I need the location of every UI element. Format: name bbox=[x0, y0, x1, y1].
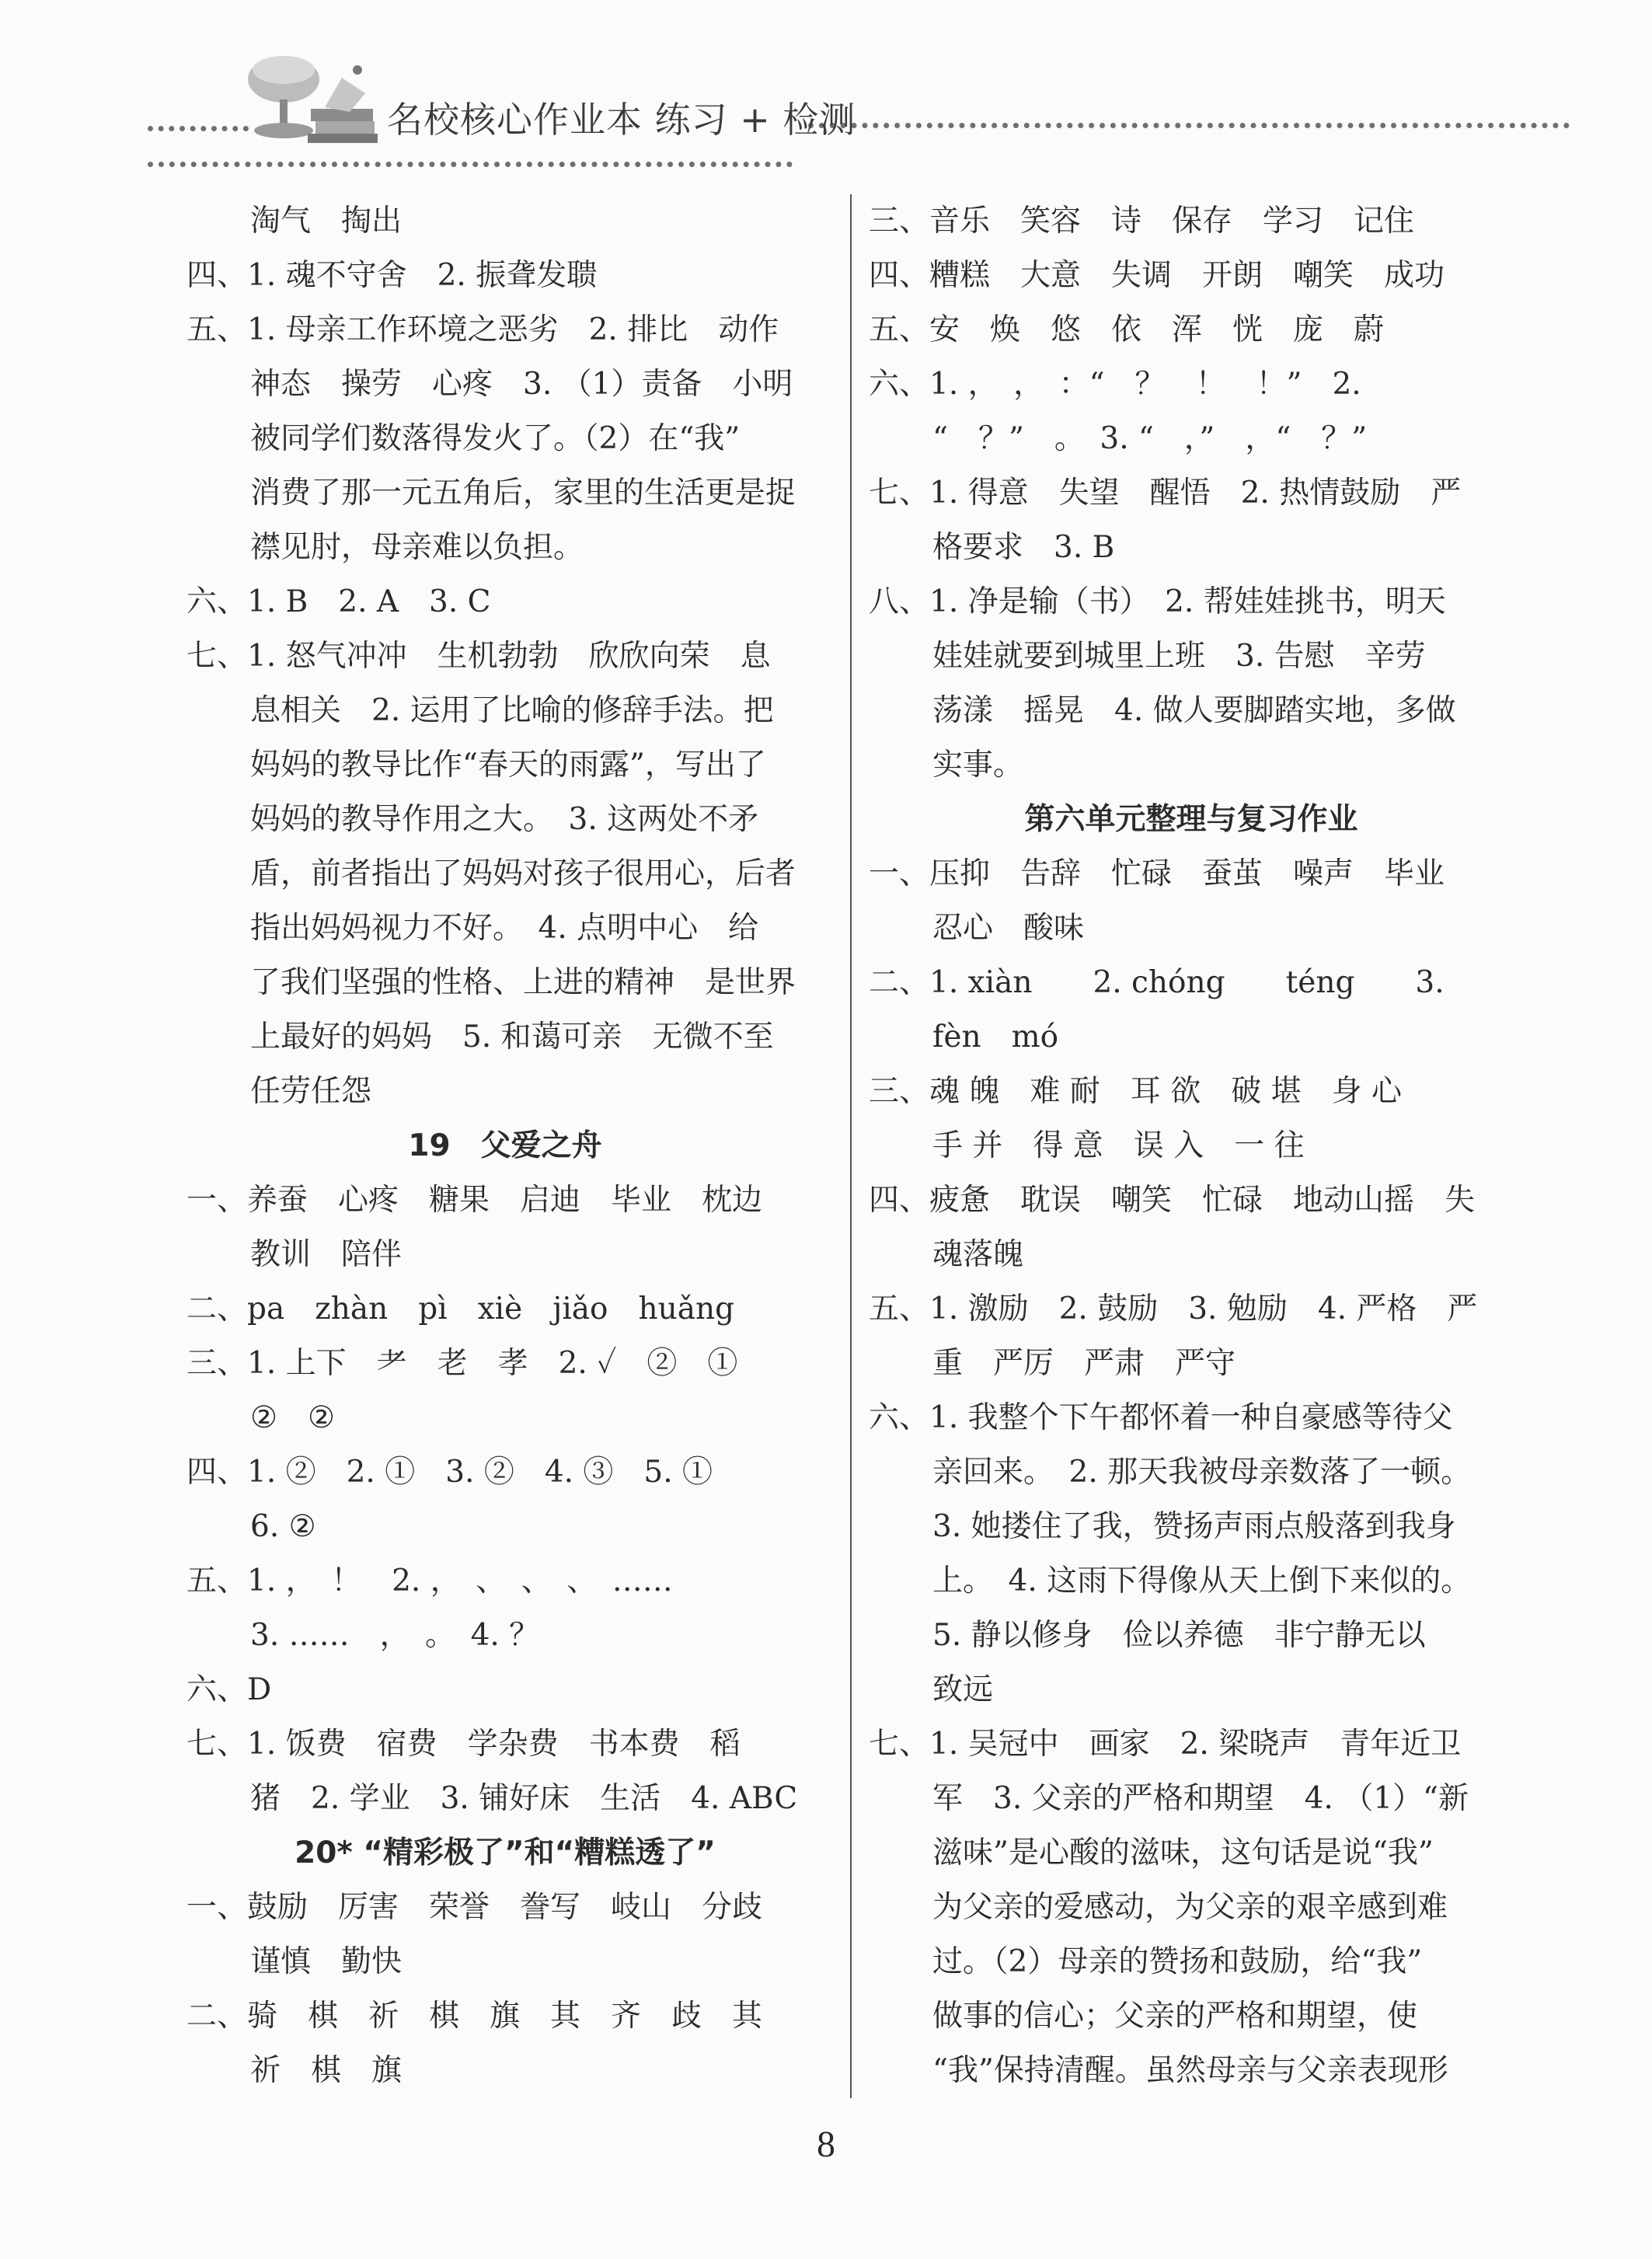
answer-line: 军 3. 父亲的严格和期望 4. （1）“新 bbox=[932, 1781, 1469, 1816]
lamp-and-books-icon bbox=[233, 47, 389, 148]
answer-line: 祈 棋 旗 bbox=[250, 2053, 403, 2088]
answer-line: fèn mó bbox=[932, 1020, 1059, 1055]
answer-line: 二、骑 棋 祈 棋 旗 其 齐 歧 其 bbox=[186, 1999, 763, 2034]
answer-line: 七、1. 饭费 宿费 学杂费 书本费 稻 bbox=[186, 1727, 741, 1762]
answer-line: 四、糟糕 大意 失调 开朗 嘲笑 成功 bbox=[869, 258, 1445, 293]
answer-line: 六、1. 我整个下午都怀着一种自豪感等待父 bbox=[869, 1400, 1453, 1435]
answer-line: 六、1. B 2. A 3. C bbox=[186, 584, 491, 619]
header-dotted-line-bottom bbox=[148, 162, 793, 167]
answer-line: 五、1. 激励 2. 鼓励 3. 勉励 4. 严格 严 bbox=[869, 1292, 1478, 1326]
answer-line: 手 并 得 意 误 入 一 往 bbox=[932, 1128, 1305, 1163]
answer-line: 四、1. ② 2. ① 3. ② 4. ③ 5. ① bbox=[186, 1455, 713, 1490]
page-header bbox=[0, 0, 1652, 179]
answer-line: 上。 4. 这雨下得像从天上倒下来似的。 bbox=[932, 1564, 1472, 1598]
page-number: 8 bbox=[817, 2124, 835, 2165]
answer-line: 5. 静以修身 俭以养德 非宁静无以 bbox=[932, 1618, 1426, 1653]
answer-line: 实事。 bbox=[932, 748, 1024, 783]
answer-line: 指出妈妈视力不好。 4. 点明中心 给 bbox=[250, 911, 759, 946]
answer-line: 四、1. 魂不守舍 2. 振聋发聩 bbox=[186, 258, 598, 293]
answer-line: 二、pa zhàn pì xiè jiǎo huǎng bbox=[186, 1292, 735, 1326]
answer-line: 被同学们数落得发火了。（2）在“我” bbox=[250, 421, 741, 456]
answer-line: 六、D bbox=[186, 1672, 272, 1707]
section-heading: 19 父爱之舟 bbox=[408, 1128, 602, 1163]
answer-line: ② ② bbox=[250, 1400, 335, 1435]
answer-line: “我”保持清醒。虽然母亲与父亲表现形 bbox=[932, 2053, 1448, 2088]
answer-line: 上最好的妈妈 5. 和蔼可亲 无微不至 bbox=[250, 1020, 774, 1055]
answer-line: 七、1. 吴冠中 画家 2. 梁晓声 青年近卫 bbox=[869, 1727, 1462, 1762]
answer-column-right bbox=[869, 194, 1514, 2098]
answer-line: 八、1. 净是输（书） 2. 帮娃娃挑书，明天 bbox=[869, 584, 1446, 619]
answer-line: 亲回来。 2. 那天我被母亲数落了一顿。 bbox=[932, 1455, 1472, 1490]
answer-line: 淘气 掏出 bbox=[250, 204, 403, 239]
answer-line: 致远 bbox=[932, 1672, 994, 1707]
answer-line: 魂落魄 bbox=[932, 1237, 1024, 1272]
answer-line: 三、魂 魄 难 耐 耳 欲 破 堪 身 心 bbox=[869, 1074, 1402, 1109]
answer-line: 二、1. xiàn 2. chóng téng 3. bbox=[869, 965, 1445, 1000]
answer-line: 一、压抑 告辞 忙碌 蚕茧 噪声 毕业 bbox=[869, 856, 1445, 891]
answer-line: 五、1. ， ！ 2. ， 、 、 、 …… bbox=[186, 1564, 673, 1598]
answer-line: 五、安 焕 悠 依 浑 恍 庞 蔚 bbox=[869, 312, 1385, 347]
answer-line: 猪 2. 学业 3. 铺好床 生活 4. ABC bbox=[250, 1781, 798, 1816]
answer-line: 五、1. 母亲工作环境之恶劣 2. 排比 动作 bbox=[186, 312, 779, 347]
answer-line: 滋味”是心酸的滋味，这句话是说“我” bbox=[932, 1835, 1434, 1870]
section-heading: 20* “精彩极了”和“糟糕透了” bbox=[295, 1835, 716, 1870]
answer-line: 七、1. 得意 失望 醒悟 2. 热情鼓励 严 bbox=[869, 476, 1462, 511]
answer-column-left bbox=[186, 194, 824, 2098]
column-divider bbox=[850, 194, 852, 2098]
answer-line: 神态 操劳 心疼 3. （1）责备 小明 bbox=[250, 367, 793, 402]
answer-line: 谨慎 勤快 bbox=[250, 1944, 403, 1979]
answer-line: 襟见肘，母亲难以负担。 bbox=[250, 530, 584, 565]
answer-line: 四、疲惫 耽误 嘲笑 忙碌 地动山摇 失 bbox=[869, 1183, 1476, 1218]
answer-line: 任劳任怨 bbox=[250, 1074, 372, 1109]
answer-line: 三、1. 上下 耂 老 孝 2. ✓ ② ① bbox=[186, 1346, 738, 1381]
answer-line: 荡漾 摇晃 4. 做人要脚踏实地，多做 bbox=[932, 693, 1456, 728]
answer-line: 教训 陪伴 bbox=[250, 1237, 403, 1272]
answer-line: 三、音乐 笑容 诗 保存 学习 记住 bbox=[869, 204, 1415, 239]
answer-line: 一、养蚕 心疼 糖果 启迪 毕业 枕边 bbox=[186, 1183, 763, 1218]
answer-line: 了我们坚强的性格、上进的精神 是世界 bbox=[250, 965, 796, 1000]
answer-line: 为父亲的爱感动，为父亲的艰辛感到难 bbox=[932, 1890, 1448, 1925]
answer-line: 6. ② bbox=[250, 1509, 316, 1544]
answer-line: 息相关 2. 运用了比喻的修辞手法。把 bbox=[250, 693, 774, 728]
answer-line: 六、1. ， ， ：“ ？ ！ ！” 2. bbox=[869, 367, 1361, 402]
answer-line: 格要求 3. B bbox=[932, 530, 1115, 565]
answer-line: 重 严厉 严肃 严守 bbox=[932, 1346, 1236, 1381]
answer-line: 3. …… ， 。 4. ？ bbox=[250, 1618, 540, 1653]
answer-line: 七、1. 怒气冲冲 生机勃勃 欣欣向荣 息 bbox=[186, 639, 771, 674]
section-heading: 第六单元整理与复习作业 bbox=[1024, 802, 1358, 837]
answer-line: 过。（2）母亲的赞扬和鼓励，给“我” bbox=[932, 1944, 1423, 1979]
answer-line: 做事的信心；父亲的严格和期望，使 bbox=[932, 1999, 1418, 2034]
answer-line: 娃娃就要到城里上班 3. 告慰 辛劳 bbox=[932, 639, 1426, 674]
answer-line: 一、鼓励 厉害 荣誉 誊写 岐山 分歧 bbox=[186, 1890, 763, 1925]
answer-line: 3. 她搂住了我，赞扬声雨点般落到我身 bbox=[932, 1509, 1456, 1544]
answer-line: “ ？” 。 3. “ ，” ，“ ？” bbox=[932, 421, 1368, 456]
book-series-title: 名校核心作业本 练习 + 检测 bbox=[387, 99, 856, 141]
header-dotted-line-top bbox=[808, 123, 1570, 128]
answer-line: 消费了那一元五角后，家里的生活更是捉 bbox=[250, 476, 796, 511]
answer-line: 妈妈的教导作用之大。 3. 这两处不矛 bbox=[250, 802, 759, 837]
answer-line: 忍心 酸味 bbox=[932, 911, 1085, 946]
answer-line: 妈妈的教导比作“春天的雨露”，写出了 bbox=[250, 748, 766, 783]
answer-line: 盾，前者指出了妈妈对孩子很用心，后者 bbox=[250, 856, 796, 891]
